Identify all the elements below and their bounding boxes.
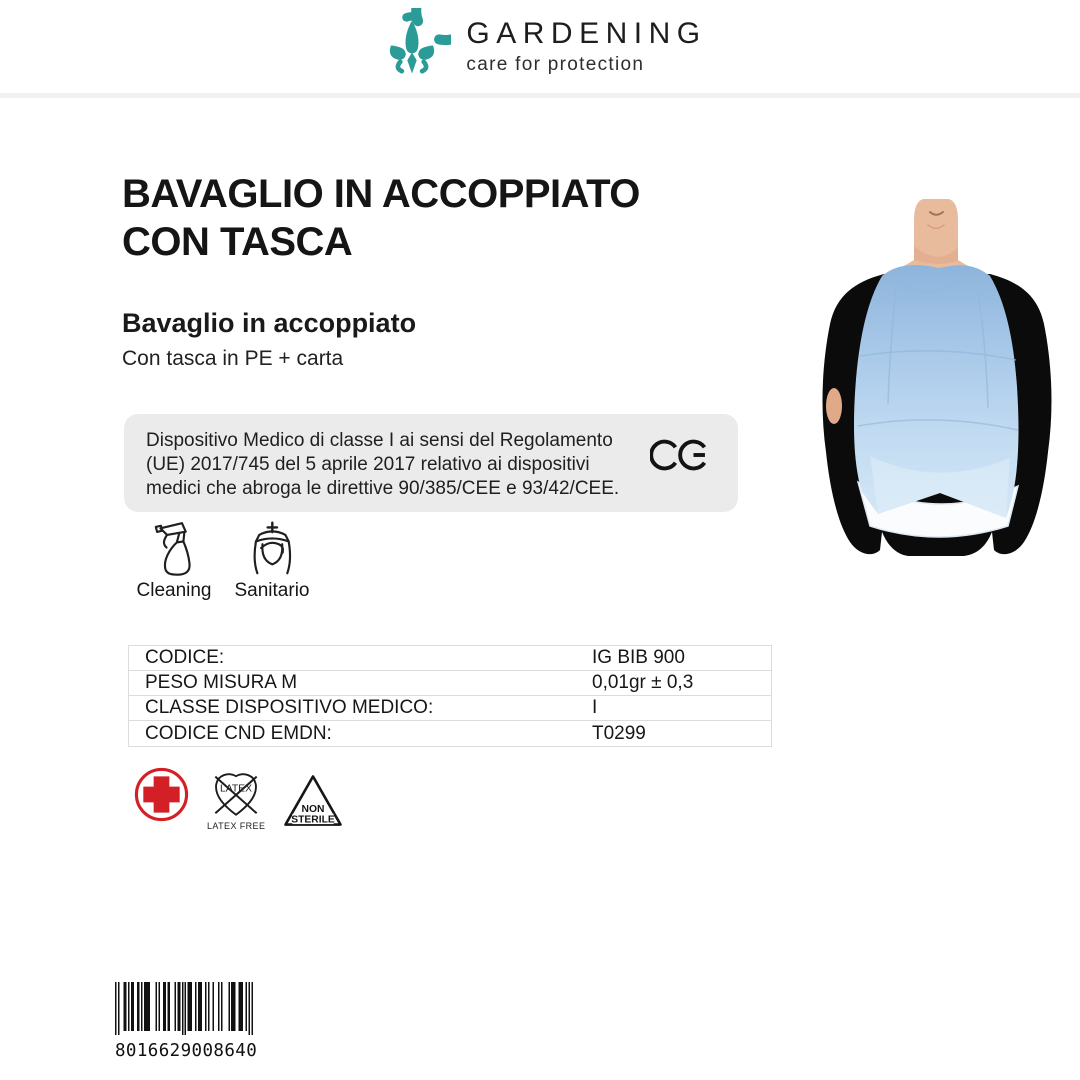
spec-table-body: [129, 646, 771, 746]
spec-table-row: [129, 696, 771, 721]
product-photo-bib-model: [792, 194, 1080, 562]
gardening-logo-icon: [373, 8, 451, 86]
compliance-icons-row: [133, 766, 344, 833]
category-label: Cleaning: [136, 580, 212, 601]
non-sterile-icon: [282, 773, 344, 828]
nurse-icon: [248, 519, 297, 577]
header-divider: [0, 93, 1080, 98]
latex-free-icon: [211, 771, 261, 818]
non-sterile-item: [282, 773, 344, 833]
category-item-cleaning: [133, 519, 215, 602]
spec-value: I: [592, 697, 598, 718]
brand-name: GARDENING: [466, 16, 707, 50]
non-sterile-line2: STERILE: [291, 814, 336, 826]
latex-free-caption: LATEX FREE: [207, 821, 266, 831]
category-label: Sanitario: [234, 580, 310, 601]
spec-table-row: [129, 671, 771, 696]
product-subtitle: Bavaglio in accoppiato: [122, 308, 417, 338]
ce-mark-icon: [650, 437, 708, 473]
brand-text: [466, 17, 706, 77]
latex-free-item: [207, 771, 265, 831]
barcode-block: [115, 982, 275, 1061]
regulatory-text: Dispositivo Medico di classe I ai sensi del Regolamento (UE) 2017/745 del 5 aprile 2017 relativo ai dispositivi medici che abroga le direttive 90/385/CEE e 93/42/CEE.: [146, 430, 620, 499]
non-sterile-line1: NON: [301, 803, 325, 815]
spec-table-row: [129, 646, 771, 671]
category-item-sanitario: [231, 519, 313, 602]
model-hand: [826, 388, 842, 424]
brand-tagline: care for protection: [466, 54, 645, 76]
spec-value: IG BIB 900: [592, 647, 685, 668]
medical-red-cross-icon: [133, 766, 190, 823]
category-icons-row: [133, 519, 313, 602]
latex-icon-text: LATEX: [220, 783, 253, 795]
product-subtitle-secondary: Con tasca in PE + carta: [122, 347, 344, 370]
product-title: BAVAGLIO IN ACCOPPIATO CON TASCA: [122, 172, 640, 264]
spec-label: CODICE:: [145, 647, 225, 668]
spec-label: CLASSE DISPOSITIVO MEDICO:: [145, 697, 434, 718]
spec-value: T0299: [592, 722, 646, 744]
spec-label: PESO MISURA M: [145, 672, 298, 693]
barcode-number: 8016629008640: [115, 1041, 258, 1061]
spec-table: [128, 645, 772, 747]
barcode-icon: [115, 982, 253, 1035]
spec-table-row: [129, 721, 771, 746]
spray-bottle-icon: [153, 519, 194, 577]
regulatory-box: [124, 414, 738, 512]
spec-value: 0,01gr ± 0,3: [592, 672, 694, 693]
brand-header: [0, 0, 1080, 93]
spec-label: CODICE CND EMDN:: [145, 722, 332, 744]
